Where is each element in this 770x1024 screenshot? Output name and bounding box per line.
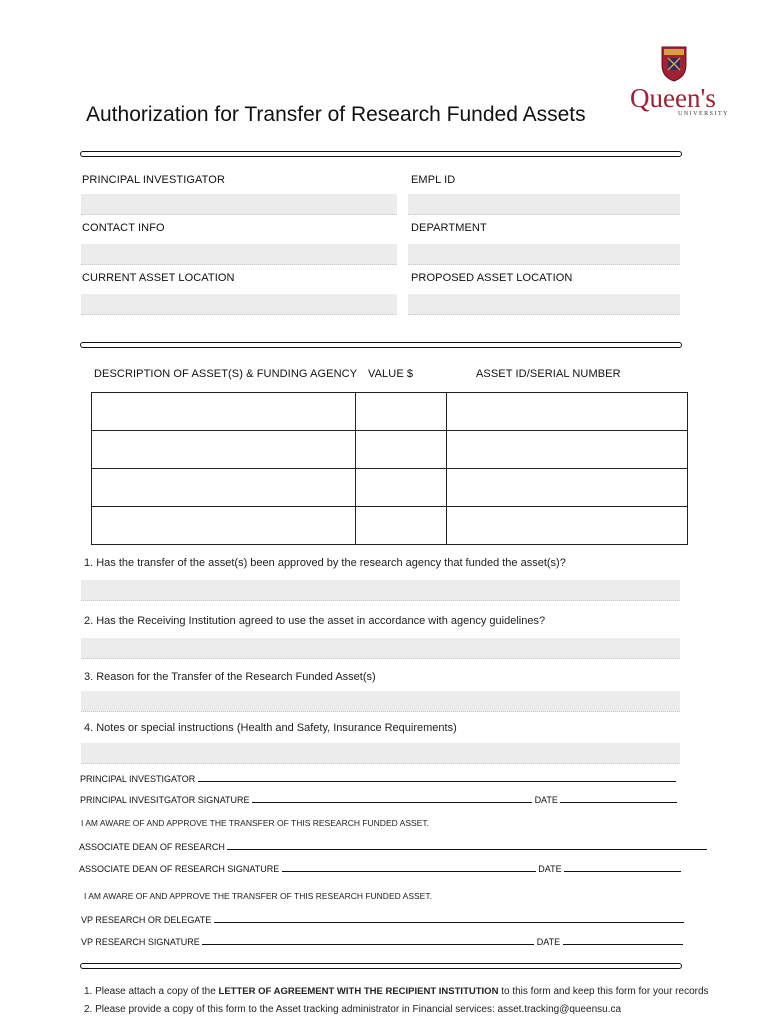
- description-cell[interactable]: [92, 393, 356, 431]
- description-cell[interactable]: [92, 431, 356, 469]
- asset-id-cell[interactable]: [447, 431, 688, 469]
- question-4-input[interactable]: [81, 743, 680, 764]
- approval-statement-2: I AM AWARE OF AND APPROVE THE TRANSFER OF THIS RESEARCH FUNDED ASSET.: [84, 891, 432, 901]
- contact-info-input[interactable]: [81, 244, 397, 265]
- pi-name-line: [80, 773, 676, 784]
- section-divider: [80, 963, 682, 969]
- assoc-dean-name-line: [79, 841, 707, 852]
- pi-date-field[interactable]: [560, 794, 677, 803]
- question-1: 1. Has the transfer of the asset(s) been approved by the research agency that funded the asset(s)?: [84, 557, 566, 569]
- note-1-emphasis: LETTER OF AGREEMENT WITH THE RECIPIENT INSTITUTION: [218, 986, 499, 997]
- assoc-dean-signature-label: ASSOCIATE DEAN OF RESEARCH SIGNATURE: [79, 864, 280, 874]
- proposed-location-label: PROPOSED ASSET LOCATION: [411, 272, 573, 284]
- vp-date-label: DATE: [536, 937, 561, 947]
- pi-input[interactable]: [81, 194, 397, 215]
- value-cell[interactable]: [356, 469, 447, 507]
- logo-subtext: UNIVERSITY: [678, 111, 729, 117]
- value-cell[interactable]: [356, 431, 447, 469]
- table-row: [92, 431, 688, 469]
- table-header-asset-id: ASSET ID/SERIAL NUMBER: [476, 368, 621, 380]
- table-header-description: DESCRIPTION OF ASSET(S) & FUNDING AGENCY: [94, 368, 358, 380]
- table-row: [92, 469, 688, 507]
- empl-id-label: EMPL ID: [411, 174, 456, 186]
- department-input[interactable]: [408, 244, 680, 265]
- table-row: [92, 393, 688, 431]
- current-location-input[interactable]: [81, 294, 397, 315]
- asset-id-cell[interactable]: [447, 393, 688, 431]
- page-title: Authorization for Transfer of Research Funded Assets: [86, 103, 586, 126]
- vp-signature-field[interactable]: [202, 936, 534, 945]
- assoc-dean-date-field[interactable]: [564, 863, 681, 872]
- pi-signature-line: [80, 794, 677, 805]
- table-header-value: VALUE $: [368, 368, 414, 380]
- department-label: DEPARTMENT: [411, 222, 487, 234]
- vp-name-field[interactable]: [214, 914, 684, 923]
- assoc-dean-name-field[interactable]: [227, 841, 707, 850]
- logo-wordmark: Queen's: [630, 83, 716, 113]
- vp-date-field[interactable]: [563, 936, 683, 945]
- pi-signature-field[interactable]: [252, 794, 532, 803]
- assoc-dean-signature-field[interactable]: [282, 863, 536, 872]
- vp-name-label: VP RESEARCH OR DELEGATE: [81, 915, 212, 925]
- proposed-location-input[interactable]: [408, 294, 680, 315]
- pi-date-label: DATE: [534, 795, 558, 805]
- note-1-end: to this form and keep this form for your records: [498, 986, 709, 997]
- vp-signature-line: [81, 936, 683, 947]
- asset-id-cell[interactable]: [447, 469, 688, 507]
- empl-id-input[interactable]: [408, 194, 680, 215]
- pi-signature-label: PRINCIPAL INVESITGATOR SIGNATURE: [80, 795, 250, 805]
- section-divider: [80, 151, 682, 157]
- value-cell[interactable]: [356, 393, 447, 431]
- question-3: 3. Reason for the Transfer of the Research Funded Asset(s): [84, 671, 376, 683]
- pi-name-label: PRINCIPAL INVESTIGATOR: [80, 774, 196, 784]
- question-1-input[interactable]: [81, 580, 680, 601]
- description-cell[interactable]: [92, 507, 356, 545]
- pi-name-field[interactable]: [198, 773, 676, 782]
- current-location-label: CURRENT ASSET LOCATION: [82, 272, 235, 284]
- note-2: 2. Please provide a copy of this form to the Asset tracking administrator in Financial services: asset.tracking@queensu.ca: [84, 1004, 622, 1015]
- question-2: 2. Has the Receiving Institution agreed to use the asset in accordance with agency guidelines?: [84, 615, 546, 627]
- vp-name-line: [81, 914, 684, 925]
- question-4: 4. Notes or special instructions (Health and Safety, Insurance Requirements): [84, 722, 457, 734]
- question-3-input[interactable]: [81, 691, 680, 712]
- assoc-dean-signature-line: [79, 863, 681, 874]
- note-1: [84, 986, 709, 997]
- table-row: [92, 507, 688, 545]
- asset-table: [91, 392, 688, 545]
- pi-label: PRINCIPAL INVESTIGATOR: [82, 174, 225, 186]
- value-cell[interactable]: [356, 507, 447, 545]
- assoc-dean-date-label: DATE: [538, 864, 562, 874]
- section-divider: [80, 342, 682, 348]
- description-cell[interactable]: [92, 469, 356, 507]
- queens-university-logo: [630, 45, 740, 120]
- asset-id-cell[interactable]: [447, 507, 688, 545]
- note-1-intro: 1. Please attach a copy of the: [84, 986, 219, 997]
- assoc-dean-name-label: ASSOCIATE DEAN OF RESEARCH: [79, 842, 225, 852]
- vp-signature-label: VP RESEARCH SIGNATURE: [81, 937, 200, 947]
- approval-statement-1: I AM AWARE OF AND APPROVE THE TRANSFER OF THIS RESEARCH FUNDED ASSET.: [81, 818, 429, 828]
- question-2-input[interactable]: [81, 638, 680, 659]
- contact-info-label: CONTACT INFO: [82, 222, 165, 234]
